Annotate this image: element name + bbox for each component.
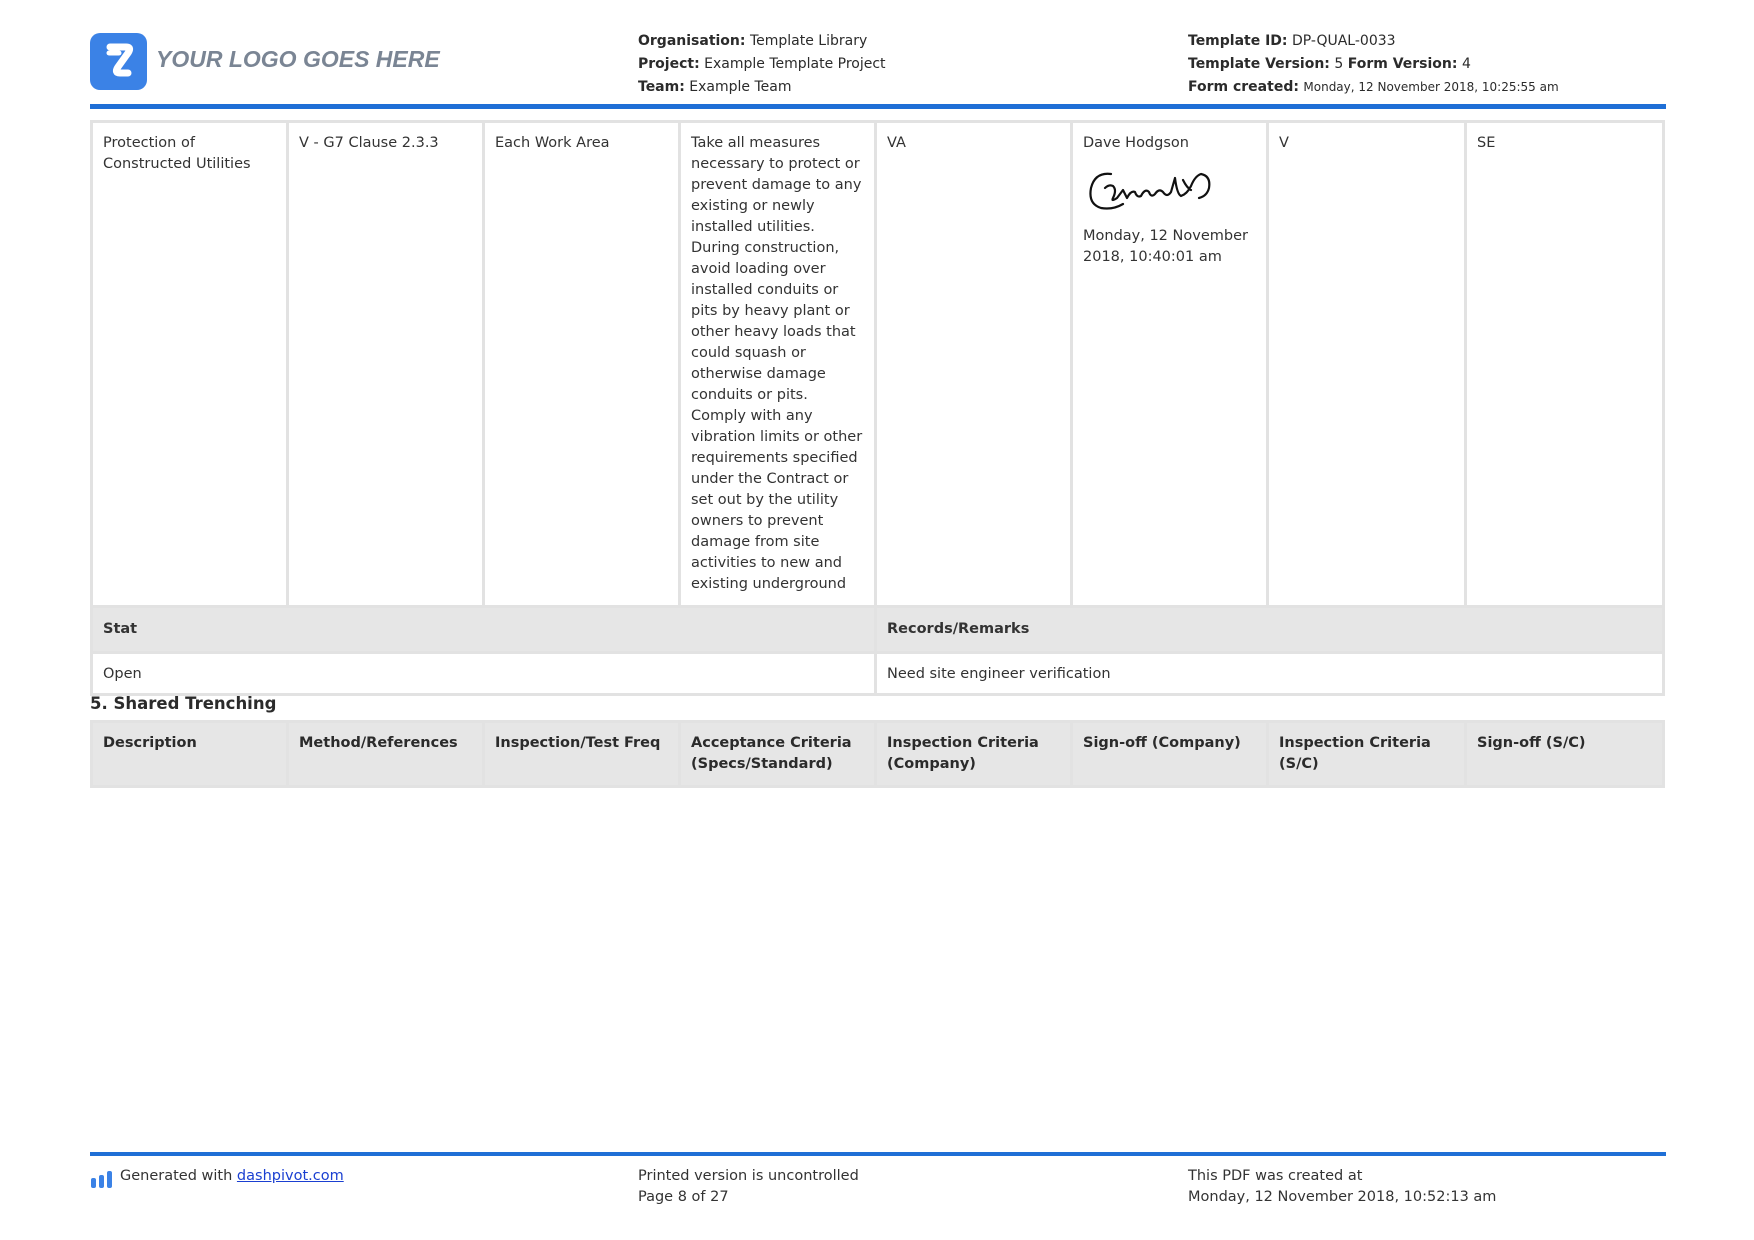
remarks-header: Records/Remarks <box>876 607 1664 653</box>
created-label: This PDF was created at <box>1188 1168 1363 1184</box>
remarks-value: Need site engineer verification <box>876 653 1664 695</box>
footer-created-info <box>1188 1166 1496 1208</box>
created-value: Monday, 12 November 2018, 10:52:13 am <box>1188 1189 1497 1205</box>
template-id-label: Template ID: <box>1188 33 1288 49</box>
page-number: Page 8 of 27 <box>638 1189 729 1205</box>
section-header-table <box>90 720 1665 788</box>
item-description: Protection of Constructed Utilities <box>92 122 288 607</box>
item-inspection-company: VA <box>876 122 1072 607</box>
uncontrolled-note: Printed version is uncontrolled <box>638 1168 859 1184</box>
template-version-label: Template Version: <box>1188 56 1330 72</box>
form-created-value: Monday, 12 November 2018, 10:25:55 am <box>1303 80 1559 94</box>
generated-with <box>120 1166 344 1187</box>
template-version-value: 5 <box>1334 56 1344 72</box>
status-data-row <box>92 653 1664 695</box>
project-label: Project: <box>638 56 700 72</box>
dashpivot-bars-icon <box>90 1170 114 1188</box>
header-project-info <box>638 30 886 99</box>
column-header: Inspection/Test Freq <box>484 722 680 787</box>
header-template-info <box>1188 30 1559 99</box>
item-frequency: Each Work Area <box>484 122 680 607</box>
item-signoff-company <box>1072 122 1268 607</box>
column-header: Sign-off (Company) <box>1072 722 1268 787</box>
dashpivot-link[interactable]: dashpivot.com <box>236 1168 344 1184</box>
footer-print-info <box>638 1166 859 1208</box>
generated-prefix: Generated with <box>120 1168 233 1184</box>
form-created-label: Form created: <box>1188 79 1299 95</box>
signoff-name: Dave Hodgson <box>1083 135 1189 151</box>
signoff-date: Monday, 12 November 2018, 10:40:01 am <box>1083 228 1248 265</box>
project-value: Example Template Project <box>704 56 886 72</box>
page-header <box>90 28 1666 109</box>
status-value: Open <box>92 653 876 695</box>
column-header: Sign-off (S/C) <box>1466 722 1664 787</box>
section-header-row <box>92 722 1664 787</box>
column-header: Description <box>92 722 288 787</box>
item-acceptance-criteria: Take all measures necessary to protect or prevent damage to any existing or newly installed utilities. During construction, avoid loading over installed conduits or pits by heavy plant or other heavy loads that could squash or otherwise damage conduits or pits. Comply with any vibration limits or other requirements specified under the Contract or set out by the utility owners to prevent damage from site activities to new and existing underground <box>680 122 876 607</box>
team-value: Example Team <box>689 79 792 95</box>
item-signoff-sc: SE <box>1466 122 1664 607</box>
inspection-item-table <box>90 120 1665 696</box>
column-header: Method/References <box>288 722 484 787</box>
form-version-value: 4 <box>1461 56 1471 72</box>
template-id-value: DP-QUAL-0033 <box>1291 33 1396 49</box>
section-title: 5. Shared Trenching <box>90 694 277 713</box>
logo-icon <box>90 33 147 90</box>
column-header: Inspection Criteria (Company) <box>876 722 1072 787</box>
status-header-row <box>92 607 1664 653</box>
logo-text: YOUR LOGO GOES HERE <box>156 46 440 72</box>
item-method: V - G7 Clause 2.3.3 <box>288 122 484 607</box>
form-version-label: Form Version: <box>1347 56 1458 72</box>
column-header: Acceptance Criteria (Specs/Standard) <box>680 722 876 787</box>
org-value: Template Library <box>749 33 868 49</box>
column-header: Inspection Criteria (S/C) <box>1268 722 1466 787</box>
item-inspection-sc: V <box>1268 122 1466 607</box>
page-footer <box>90 1152 1666 1205</box>
team-label: Team: <box>638 79 685 95</box>
table-row <box>92 122 1664 607</box>
status-header: Stat <box>92 607 876 653</box>
org-label: Organisation: <box>638 33 746 49</box>
signature-image <box>1083 164 1219 220</box>
